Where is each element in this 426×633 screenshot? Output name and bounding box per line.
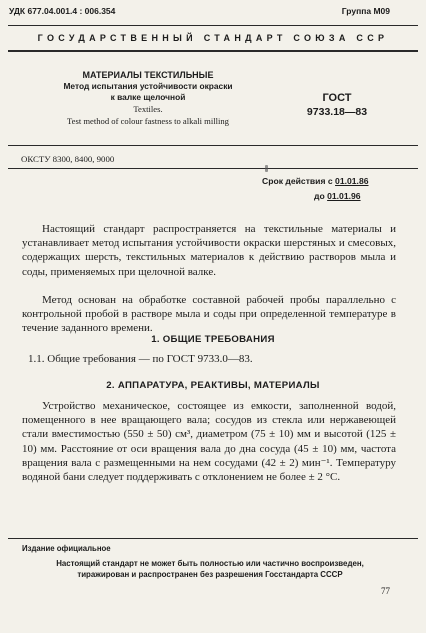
okstu-rule [8,168,418,169]
title-main: МАТЕРИАЛЫ ТЕКСТИЛЬНЫЕ [82,70,214,80]
validity-period [262,174,369,204]
validity-label: Срок действия [262,176,326,186]
footer-rule [8,538,418,539]
title-en-line2: Test method of colour fastness to alkali milling [67,116,229,126]
gost-label: ГОСТ [322,92,352,104]
validity-from-date: 01.01.86 [335,176,369,186]
header-rule-bottom [8,50,418,52]
gost-designation [292,91,382,119]
validity-to-prefix: до [314,191,325,201]
header-rule-top [8,25,418,26]
section2-heading: 2. АППАРАТУРА, РЕАКТИВЫ, МАТЕРИАЛЫ [106,380,320,391]
edition-label: Издание официальное [22,544,111,553]
copyright-notice-line2: тиражирован и распространен без разрешения Госстандарта СССР [77,570,343,579]
ink-mark [265,165,268,172]
okstu-codes: ОКСТУ 8300, 8400, 9000 [21,154,115,164]
gost-number: 9733.18—83 [306,106,368,118]
section1-paragraph-1: 1.1. Общие требования — по ГОСТ 9733.0—83. [28,353,253,365]
group-code: Группа М09 [341,6,390,16]
section1-heading: 1. ОБЩИЕ ТРЕБОВАНИЯ [151,334,275,345]
page-number: 77 [381,586,390,596]
copyright-notice-line1: Настоящий стандарт не может быть полностью или частично воспроизведен, [56,559,364,568]
validity-to-date: 01.01.96 [327,191,361,201]
title-en-line1: Textiles. [133,104,163,114]
copyright-notice [30,558,390,580]
intro-paragraph-2: Метод основан на обработке составной рабочей пробы параллельно с контрольной пробой в растворе мыла и соды при определенной температуре в течение заданного времени. [22,294,396,335]
state-standard-title: ГОСУДАРСТВЕННЫЙ СТАНДАРТ СОЮЗА ССР [37,33,389,43]
title-sub-line2: к валке щелочной [110,92,186,102]
title-sub-line1: Метод испытания устойчивости окраски [63,81,233,91]
title-rule [8,145,418,146]
intro-paragraph-1: Настоящий стандарт распространяется на текстильные материалы и устанавливает метод испытания устойчивости окраски шерстяных и смесовых, содержащих шерсть, текстильных материалов к действию растворов мыла и соды, применяемых при щелочной валке. [22,223,396,278]
document-title [24,70,272,127]
validity-from-prefix: с [327,176,333,186]
udk-code: УДК 677.04.001.4 : 006.354 [9,6,116,16]
section2-paragraph-1: Устройство механическое, состоящее из емкости, заполненной водой, помещенного в нее вращающего вала; сосудов из стекла или нержавеющей стали вместимостью (550 ± 50) см³, диаметром (75 ± 10) мм и высотой (125 ± 10) мм. Расстояние от оси вращения вала до дна сосуда (45 ± 10) мм, частота вращения вала с размещенными на нем сосудами (42 ± 2) мин⁻¹. Температуру водяной бани следует поддерживать с отклонением не более ± 2 °С. [22,400,396,484]
